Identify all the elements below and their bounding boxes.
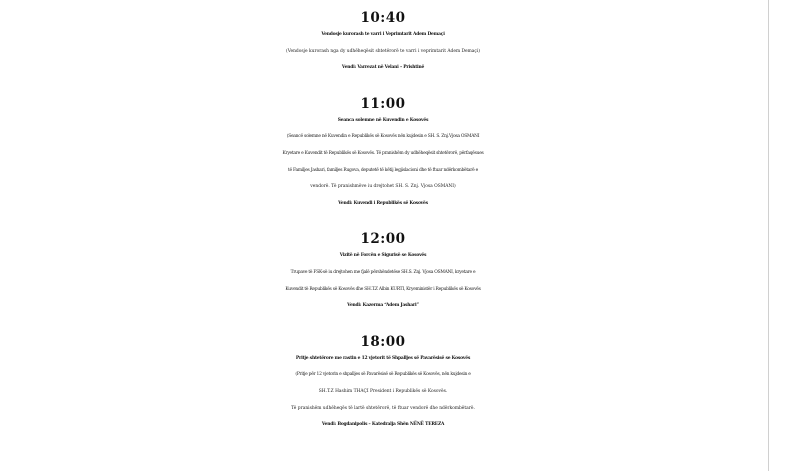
event-title: Pritje shtetërore me rastin e 12 vjetorit të Shpalljes së Pavarësisë se Kosovës [295, 355, 471, 361]
page-edge-divider [768, 0, 769, 471]
event-description-line: të Familjes Jashari, familjes Rugova, deputetë të këtij legjislacioni dhe të ftuar ndërkombëtarë e [288, 167, 478, 173]
event-description-line: Kuvendit të Republikës së Kosovës dhe SH.T.Z Albin KURTI, Kryeministër i Republikës së Kosovës [285, 286, 481, 292]
event-venue: Vendi: Kazerma “Adem Jashari” [347, 303, 419, 309]
event-title: Vendosje kurorash te varri i Veprimtarit Adem Demaçi [321, 32, 445, 37]
event-description-line: (Vendosje kurorash nga dy udhëheqësit shtetërorë te varri i veprimtarit Adem Demaçi) [286, 48, 480, 54]
event-description-line: Kryetare e Kuvendit të Republikës së Kosovës. Të pranishëm dy udhëheqësit shtetërorë, përfaqësues [282, 150, 484, 156]
event-11-00 [0, 96, 766, 213]
program-schedule [0, 10, 766, 434]
event-time: 18:00 [360, 333, 406, 350]
event-10-40 [0, 10, 766, 77]
event-venue: Vendi: Kuvendi i Republikës së Kosovës [338, 200, 428, 206]
event-venue: Vendi: Bogdanipolis – Katedralja Shën NËNË TEREZA [321, 422, 445, 428]
event-description-line: (Seancë solemne në Kuvendin e Republikës së Kosovës nën kujdesin e SH. S. Znj.Vjosa OSMANI [286, 134, 480, 140]
event-18-00 [0, 334, 766, 434]
event-description-line: Të pranishëm udhëheqës të lartë shtetërorë, të ftuar vendorë dhe ndërkombëtarë. [291, 405, 475, 411]
event-time: 12:00 [360, 231, 406, 248]
event-12-00 [0, 231, 766, 314]
event-title: Vizitë në Forcën e Sigurisë se Kosovës [339, 253, 427, 259]
event-title: Seanca solemne në Kuvendin e Kosovës [337, 117, 429, 123]
event-time: 10:40 [360, 10, 406, 26]
event-description-line: SH.T.Z Hashim THAÇI President i Republikës së Kosovës. [318, 388, 448, 394]
event-description-line: vendorë. Të pranishmëve iu drejtohet SH. S. Znj. Vjosa OSMANI) [310, 184, 456, 190]
event-time: 11:00 [360, 95, 406, 112]
event-description-line: (Pritje për 12 vjetorin e shpalljes së Pavarësisë së Republikës së Kosovës, nën kujdesin e [295, 372, 471, 378]
event-venue: Vendi: Varrezat në Velani – Prishtinë [341, 65, 425, 71]
event-description-line: Trupave të FSK-së iu drejtohen me fjalë përshëndetëse SH.S. Znj. Vjosa OSMANI, kryetare e [290, 269, 476, 275]
